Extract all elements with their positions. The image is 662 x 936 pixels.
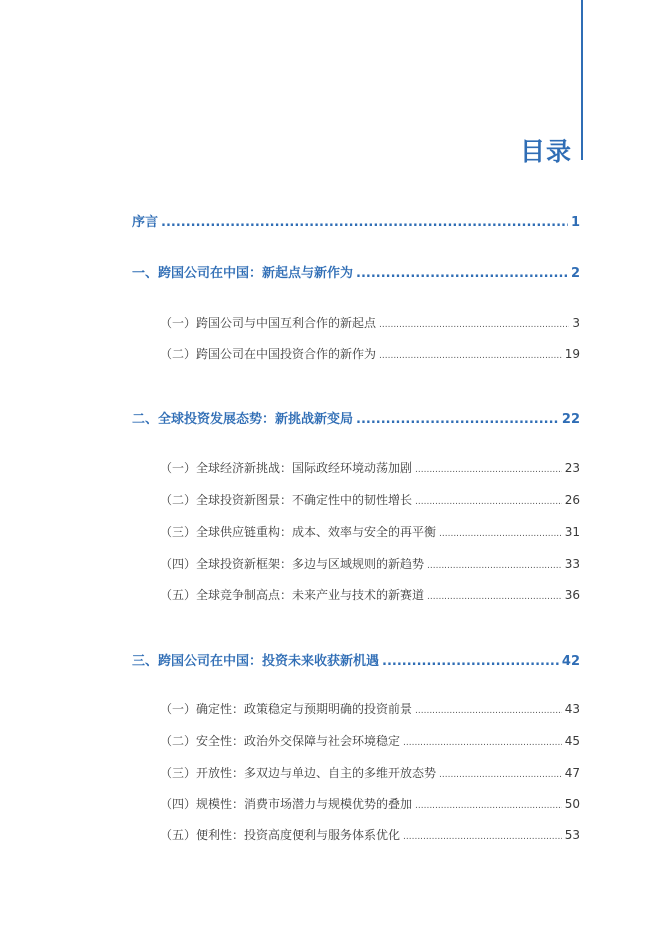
toc-entry-section-1-2[interactable] xyxy=(160,345,580,362)
toc-entry-label: （一）全球经济新挑战：国际政经环境动荡加剧 xyxy=(160,461,413,475)
toc-entry-page: 2 xyxy=(570,266,580,281)
dot-leader xyxy=(403,738,562,748)
toc-entry-preface[interactable] xyxy=(132,211,580,230)
toc-entry-page: 19 xyxy=(564,347,580,361)
decorative-vertical-line xyxy=(581,0,583,160)
toc-entry-section-3-2[interactable] xyxy=(160,732,580,749)
dot-leader xyxy=(161,215,568,230)
toc-entry-page: 45 xyxy=(564,734,580,748)
toc-entry-label: （五）全球竞争制高点：未来产业与技术的新赛道 xyxy=(160,588,425,602)
toc-entry-section-3-3[interactable] xyxy=(160,764,580,781)
toc-entry-section-3-5[interactable] xyxy=(160,826,580,843)
dot-leader xyxy=(379,351,562,361)
toc-entry-page: 43 xyxy=(564,702,580,716)
toc-entry-section-3-4[interactable] xyxy=(160,795,580,812)
toc-entry-label: （二）跨国公司在中国投资合作的新作为 xyxy=(160,347,377,361)
toc-entry-page: 53 xyxy=(564,828,580,842)
toc-entry-page: 36 xyxy=(564,588,580,602)
toc-entry-page: 22 xyxy=(561,412,580,427)
dot-leader xyxy=(439,770,562,780)
toc-entry-label: 二、全球投资发展态势：新挑战新变局 xyxy=(132,412,354,427)
dot-leader xyxy=(439,529,562,539)
toc-entry-label: （四）全球投资新框架：多边与区域规则的新趋势 xyxy=(160,557,425,571)
toc-entry-page: 50 xyxy=(564,797,580,811)
dot-leader xyxy=(427,592,562,602)
toc-entry-label: （三）全球供应链重构：成本、效率与安全的再平衡 xyxy=(160,525,437,539)
toc-entry-label: （一）确定性：政策稳定与预期明确的投资前景 xyxy=(160,702,413,716)
dot-leader xyxy=(427,561,562,571)
toc-entry-page: 3 xyxy=(572,316,580,330)
toc-entry-page: 1 xyxy=(570,215,580,230)
toc-entry-chapter-3[interactable] xyxy=(132,650,580,669)
toc-entry-section-2-3[interactable] xyxy=(160,523,580,540)
toc-entry-chapter-1[interactable] xyxy=(132,262,580,281)
toc-entry-chapter-2[interactable] xyxy=(132,408,580,427)
toc-entry-section-2-1[interactable] xyxy=(160,459,580,476)
dot-leader xyxy=(415,706,562,716)
dot-leader xyxy=(382,654,559,669)
dot-leader xyxy=(415,465,562,475)
toc-entry-page: 31 xyxy=(564,525,580,539)
toc-entry-label: （二）全球投资新图景：不确定性中的韧性增长 xyxy=(160,493,413,507)
toc-entry-section-2-2[interactable] xyxy=(160,491,580,508)
toc-entry-label: 序言 xyxy=(132,215,159,230)
toc-entry-page: 23 xyxy=(564,461,580,475)
toc-entry-label: （五）便利性：投资高度便利与服务体系优化 xyxy=(160,828,401,842)
dot-leader xyxy=(356,266,568,281)
dot-leader xyxy=(379,320,569,330)
dot-leader xyxy=(356,412,559,427)
dot-leader xyxy=(415,497,562,507)
toc-entry-label: （一）跨国公司与中国互利合作的新起点 xyxy=(160,316,377,330)
toc-entry-section-1-1[interactable] xyxy=(160,314,580,331)
toc-entry-label: （二）安全性：政治外交保障与社会环境稳定 xyxy=(160,734,401,748)
toc-entry-section-2-4[interactable] xyxy=(160,555,580,572)
dot-leader xyxy=(403,832,562,842)
toc-entry-label: 一、跨国公司在中国：新起点与新作为 xyxy=(132,266,354,281)
toc-entry-page: 47 xyxy=(564,766,580,780)
toc-entry-section-2-5[interactable] xyxy=(160,586,580,603)
page-title: 目录 xyxy=(519,137,572,166)
toc-entry-label: （三）开放性：多双边与单边、自主的多维开放态势 xyxy=(160,766,437,780)
toc-entry-label: 三、跨国公司在中国：投资未来收获新机遇 xyxy=(132,654,380,669)
dot-leader xyxy=(415,801,562,811)
toc-entry-page: 42 xyxy=(561,654,580,669)
toc-entry-page: 26 xyxy=(564,493,580,507)
toc-entry-page: 33 xyxy=(564,557,580,571)
toc-entry-label: （四）规模性：消费市场潜力与规模优势的叠加 xyxy=(160,797,413,811)
toc-entry-section-3-1[interactable] xyxy=(160,700,580,717)
